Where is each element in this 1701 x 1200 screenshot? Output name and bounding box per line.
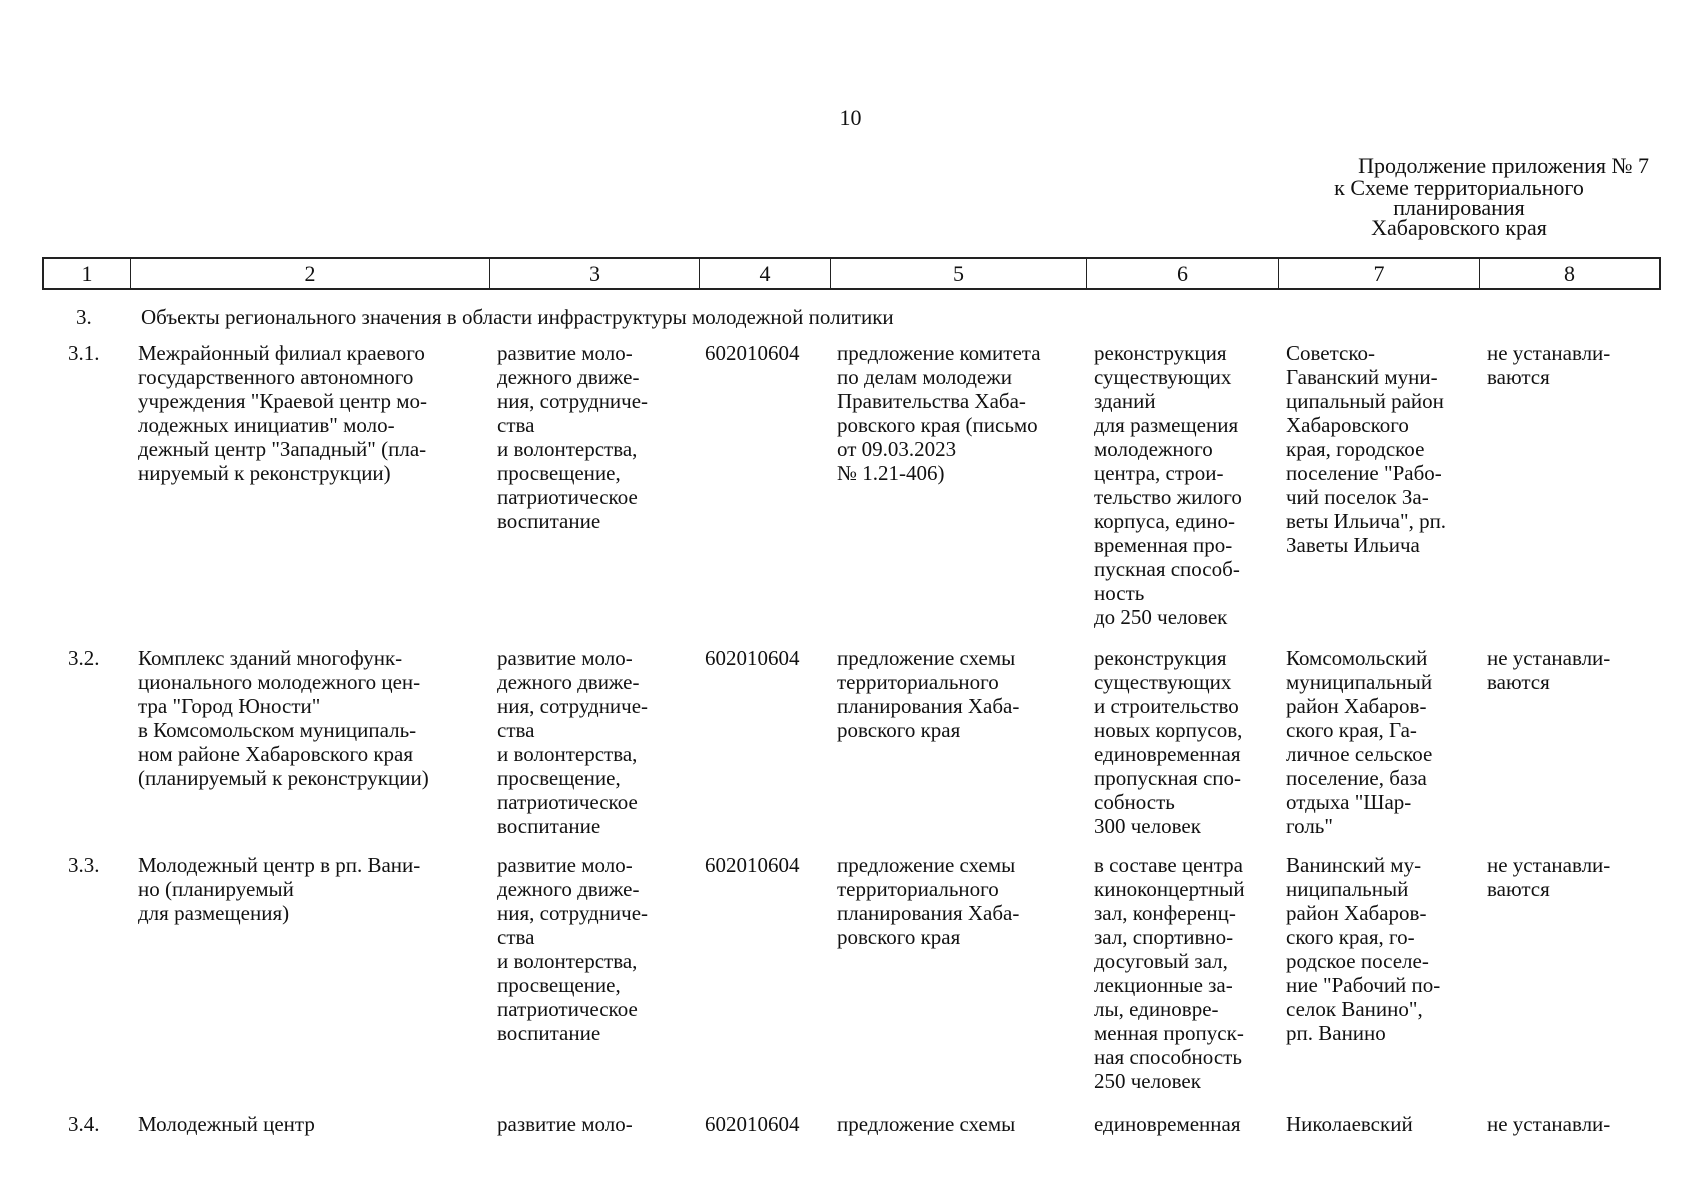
object-characteristics-line: реконструкция <box>1094 341 1227 365</box>
basis-document <box>837 1112 1082 1136</box>
object-purpose-line: дежного движе- <box>497 670 640 694</box>
object-location-line: родское поселе- <box>1286 949 1429 973</box>
object-location-line: края, городское <box>1286 437 1425 461</box>
object-purpose-line: патриотическое <box>497 997 638 1021</box>
object-purpose-line: просвещение, <box>497 766 621 790</box>
object-purpose-line: ства <box>497 413 535 437</box>
object-characteristics-line: единовременная <box>1094 1112 1241 1136</box>
object-characteristics-line: лекционные за- <box>1094 973 1233 997</box>
object-location-line: Николаевский <box>1286 1112 1413 1136</box>
object-name-line: государственного автономного <box>138 365 414 389</box>
object-characteristics-line: реконструкция <box>1094 646 1227 670</box>
section-title: Объекты регионального значения в области инфраструктуры молодежной политики <box>141 305 894 329</box>
object-name-line: нируемый к реконструкции) <box>138 461 391 485</box>
object-characteristics-line: лы, единовре- <box>1094 997 1219 1021</box>
object-location-line: Советско- <box>1286 341 1376 365</box>
object-purpose-line: воспитание <box>497 509 601 533</box>
object-code <box>705 646 825 670</box>
object-characteristics-line: временная про- <box>1094 533 1233 557</box>
object-characteristics-line: единовременная <box>1094 742 1241 766</box>
basis-document <box>837 341 1082 485</box>
object-characteristics-line: киноконцертный <box>1094 877 1245 901</box>
object-location-line: веты Ильича", рп. <box>1286 509 1447 533</box>
row-number-line: 3.4. <box>68 1112 100 1136</box>
section-number: 3. <box>76 305 92 329</box>
column-number: 3 <box>490 259 700 288</box>
object-purpose-line: просвещение, <box>497 461 621 485</box>
column-number: 8 <box>1564 261 1575 286</box>
object-characteristics-line: до 250 человек <box>1094 605 1228 629</box>
column-number: 4 <box>700 259 831 288</box>
object-purpose-line: развитие моло- <box>497 853 633 877</box>
object-location-line: рп. Ванино <box>1286 1021 1386 1045</box>
column-number: 1 <box>44 259 131 288</box>
object-characteristics-line: и строительство <box>1094 694 1239 718</box>
object-characteristics-line: существующих <box>1094 670 1232 694</box>
object-characteristics-line: зал, спортивно- <box>1094 925 1234 949</box>
object-purpose <box>497 1112 692 1136</box>
basis-document-line: от 09.03.2023 <box>837 437 957 461</box>
object-purpose-line: просвещение, <box>497 973 621 997</box>
basis-document-line: территориального <box>837 877 999 901</box>
protection-zones <box>1487 1112 1657 1136</box>
basis-document-line: территориального <box>837 670 999 694</box>
object-characteristics-line: пропускная спо- <box>1094 766 1242 790</box>
object-purpose-line: воспитание <box>497 1021 601 1045</box>
object-location-line: ского края, Га- <box>1286 718 1417 742</box>
object-location-line: отдыха "Шар- <box>1286 790 1412 814</box>
object-location-line: ского края, го- <box>1286 925 1415 949</box>
object-name-line: Межрайонный филиал краевого <box>138 341 425 365</box>
object-name-line: ном районе Хабаровского края <box>138 742 414 766</box>
page-number: 10 <box>839 105 862 130</box>
object-purpose-line: воспитание <box>497 814 601 838</box>
object-code-line: 602010604 <box>705 341 800 365</box>
basis-document-line: предложение схемы <box>837 853 1016 877</box>
object-name-line: в Комсомольском муниципаль- <box>138 718 417 742</box>
object-purpose-line: и волонтерства, <box>497 437 638 461</box>
basis-document-line: ровского края <box>837 925 961 949</box>
protection-zones-line: не устанавли- <box>1487 1112 1611 1136</box>
object-code <box>705 1112 825 1136</box>
protection-zones <box>1487 341 1657 389</box>
object-purpose-line: патриотическое <box>497 485 638 509</box>
object-purpose-line: дежного движе- <box>497 877 640 901</box>
object-location-line: поселение "Рабо- <box>1286 461 1442 485</box>
object-location-line: Комсомольский <box>1286 646 1428 670</box>
object-location-line: ципальный район <box>1286 389 1444 413</box>
basis-document-line: по делам молодежи <box>837 365 1012 389</box>
object-location-line: Заветы Ильича <box>1286 533 1420 557</box>
object-name <box>138 1112 483 1136</box>
object-purpose-line: и волонтерства, <box>497 742 638 766</box>
object-purpose <box>497 853 692 1045</box>
row-number <box>68 1112 128 1136</box>
object-characteristics-line: для размещения <box>1094 413 1239 437</box>
row-number <box>68 853 128 877</box>
object-location <box>1286 1112 1481 1136</box>
object-location-line: муниципальный <box>1286 670 1433 694</box>
object-name-line: Молодежный центр <box>138 1112 315 1136</box>
object-characteristics-line: центра, строи- <box>1094 461 1224 485</box>
object-location-line: Хабаровского <box>1286 413 1409 437</box>
protection-zones-line: не устанавли- <box>1487 646 1611 670</box>
column-number: 6 <box>1087 259 1279 288</box>
basis-document-line: ровского края <box>837 718 961 742</box>
basis-document-line: ровского края (письмо <box>837 413 1038 437</box>
row-number <box>68 341 128 365</box>
object-location-line: поселение, база <box>1286 766 1427 790</box>
object-location-line: чий поселок За- <box>1286 485 1429 509</box>
object-purpose-line: ния, сотрудниче- <box>497 389 649 413</box>
object-purpose <box>497 646 692 838</box>
object-characteristics-line: корпуса, едино- <box>1094 509 1235 533</box>
object-characteristics <box>1094 853 1274 1093</box>
row-number-line: 3.3. <box>68 853 100 877</box>
object-location-line: Гаванский муни- <box>1286 365 1438 389</box>
object-characteristics-line: собность <box>1094 790 1175 814</box>
object-name-line: для размещения) <box>138 901 290 925</box>
object-characteristics-line: существующих <box>1094 365 1232 389</box>
object-location <box>1286 853 1481 1045</box>
object-code-line: 602010604 <box>705 853 800 877</box>
object-name-line: тра "Город Юности" <box>138 694 321 718</box>
object-purpose <box>497 341 692 533</box>
column-number: 2 <box>131 259 490 288</box>
object-characteristics-line: новых корпусов, <box>1094 718 1243 742</box>
object-characteristics-line: зал, конференц- <box>1094 901 1236 925</box>
object-location-line: ниципальный <box>1286 877 1409 901</box>
object-code-line: 602010604 <box>705 646 800 670</box>
object-location-line: Ванинский му- <box>1286 853 1422 877</box>
object-name-line: Комплекс зданий многофунк- <box>138 646 403 670</box>
basis-document-line: планирования Хаба- <box>837 901 1020 925</box>
object-characteristics-line: молодежного <box>1094 437 1213 461</box>
object-name-line: учреждения "Краевой центр мо- <box>138 389 428 413</box>
object-location-line: личное сельское <box>1286 742 1433 766</box>
row-number-line: 3.1. <box>68 341 100 365</box>
protection-zones <box>1487 646 1657 694</box>
object-name-line: Молодежный центр в рп. Вани- <box>138 853 421 877</box>
object-location-line: ние "Рабочий по- <box>1286 973 1441 997</box>
heading-line-2: к Схеме территориального <box>1334 175 1584 200</box>
basis-document-line: предложение комитета <box>837 341 1041 365</box>
basis-document-line: предложение схемы <box>837 646 1016 670</box>
object-code-line: 602010604 <box>705 1112 800 1136</box>
object-purpose-line: дежного движе- <box>497 365 640 389</box>
basis-document <box>837 646 1082 742</box>
row-number-line: 3.2. <box>68 646 100 670</box>
basis-document-line: предложение схемы <box>837 1112 1016 1136</box>
object-characteristics-line: пускная способ- <box>1094 557 1240 581</box>
object-characteristics-line: менная пропуск- <box>1094 1021 1244 1045</box>
protection-zones-line: не устанавли- <box>1487 341 1611 365</box>
protection-zones-line: ваются <box>1487 670 1550 694</box>
object-name <box>138 646 483 790</box>
object-characteristics-line: ная способность <box>1094 1045 1242 1069</box>
object-purpose-line: ства <box>497 925 535 949</box>
object-characteristics-line: зданий <box>1094 389 1156 413</box>
object-name-line: дежный центр "Западный" (пла- <box>138 437 427 461</box>
object-purpose-line: развитие моло- <box>497 341 633 365</box>
object-purpose-line: и волонтерства, <box>497 949 638 973</box>
object-purpose-line: развитие моло- <box>497 646 633 670</box>
appendix-heading <box>1269 154 1649 238</box>
object-location <box>1286 341 1481 557</box>
object-characteristics-line: досуговый зал, <box>1094 949 1228 973</box>
heading-line-4: Хабаровского края <box>1371 215 1547 240</box>
object-purpose-line: патриотическое <box>497 790 638 814</box>
object-code <box>705 853 825 877</box>
protection-zones-line: ваются <box>1487 365 1550 389</box>
object-name-line: ционального молодежного цен- <box>138 670 421 694</box>
protection-zones-line: ваются <box>1487 877 1550 901</box>
object-location-line: селок Ванино", <box>1286 997 1423 1021</box>
object-name-line: (планируемый к реконструкции) <box>138 766 429 790</box>
object-purpose-line: ния, сотрудниче- <box>497 694 649 718</box>
basis-document-line: Правительства Хаба- <box>837 389 1026 413</box>
heading-line-3: планирования <box>1393 195 1525 220</box>
object-purpose-line: ства <box>497 718 535 742</box>
protection-zones <box>1487 853 1657 901</box>
object-characteristics-line: 300 человек <box>1094 814 1201 838</box>
object-purpose-line: ния, сотрудниче- <box>497 901 649 925</box>
object-characteristics-line: тельство жилого <box>1094 485 1242 509</box>
column-number: 7 <box>1279 259 1480 288</box>
object-characteristics-line: в составе центра <box>1094 853 1243 877</box>
row-number <box>68 646 128 670</box>
object-name <box>138 853 483 925</box>
object-characteristics <box>1094 341 1274 629</box>
object-location-line: район Хабаров- <box>1286 901 1427 925</box>
object-purpose-line: развитие моло- <box>497 1112 633 1136</box>
object-location-line: голь" <box>1286 814 1333 838</box>
basis-document <box>837 853 1082 949</box>
object-characteristics <box>1094 646 1274 838</box>
object-characteristics <box>1094 1112 1274 1136</box>
object-location-line: район Хабаров- <box>1286 694 1427 718</box>
object-code <box>705 341 825 365</box>
object-location <box>1286 646 1481 838</box>
column-number-header <box>42 257 1661 290</box>
object-name <box>138 341 483 485</box>
protection-zones-line: не устанавли- <box>1487 853 1611 877</box>
object-characteristics-line: ность <box>1094 581 1145 605</box>
object-name-line: но (планируемый <box>138 877 294 901</box>
heading-line-1: Продолжение приложения № 7 <box>1358 153 1649 178</box>
column-number: 5 <box>831 259 1087 288</box>
object-name-line: лодежных инициатив" моло- <box>138 413 395 437</box>
basis-document-line: планирования Хаба- <box>837 694 1020 718</box>
basis-document-line: № 1.21-406) <box>837 461 945 485</box>
object-characteristics-line: 250 человек <box>1094 1069 1201 1093</box>
